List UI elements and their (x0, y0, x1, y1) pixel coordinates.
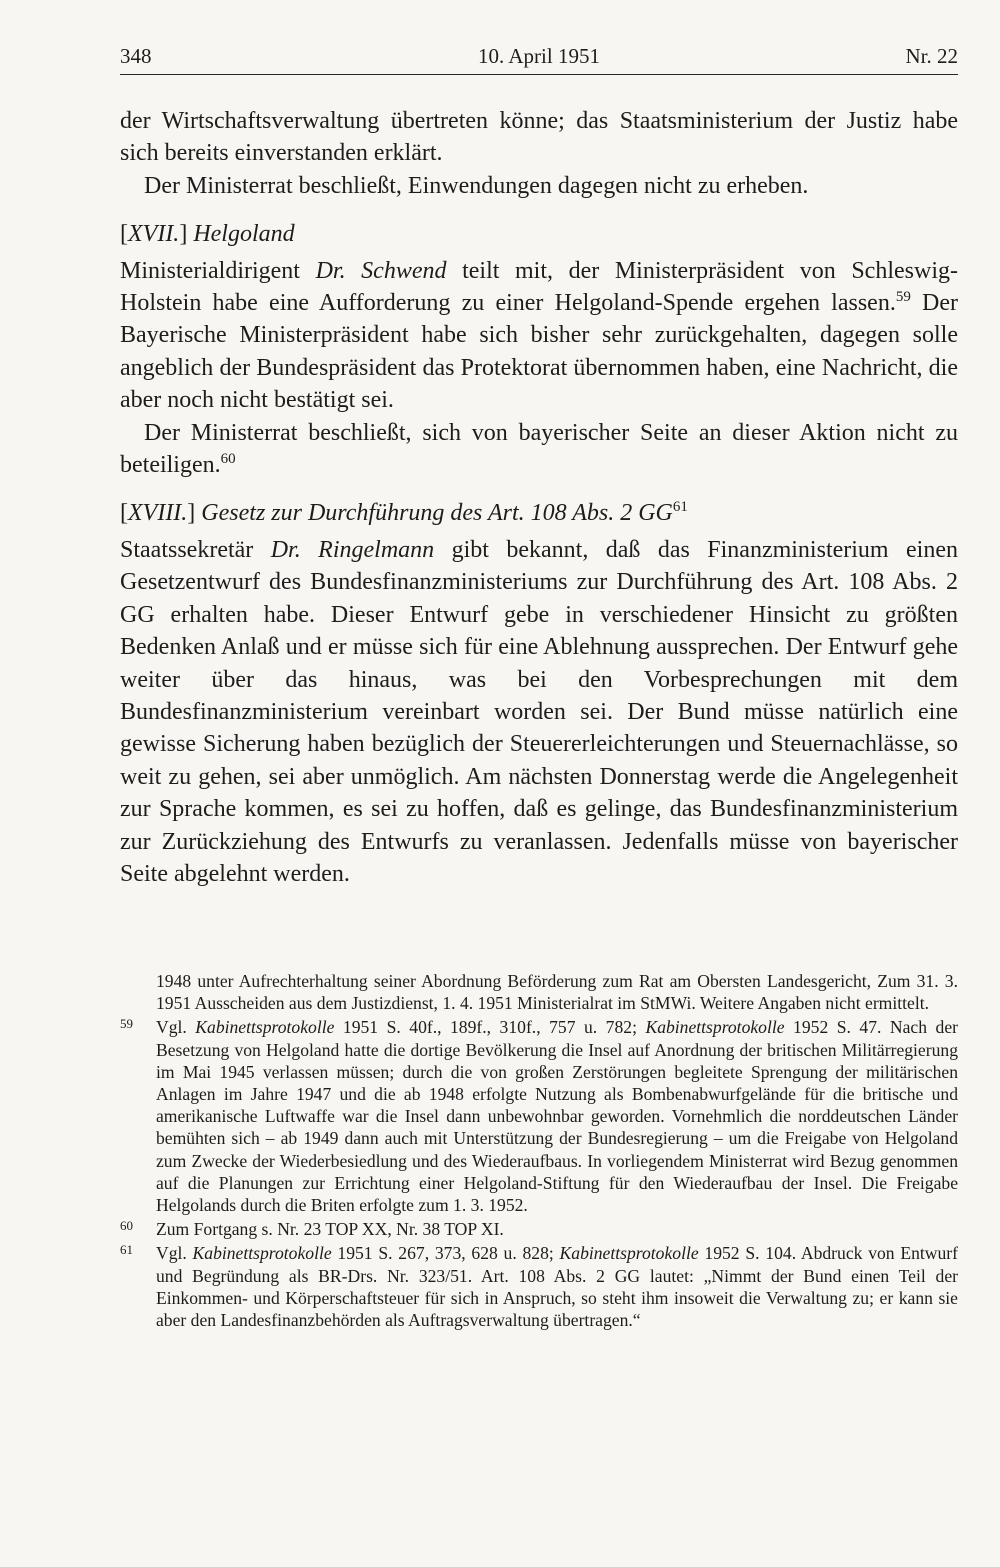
footnote-number: 61 (120, 1242, 133, 1258)
source-title: Kabinettsprotokolle (645, 1017, 785, 1038)
footnote-59 (120, 1016, 958, 1216)
bracket-open: [ (120, 221, 128, 248)
footnote-60 (120, 1218, 958, 1240)
paragraph (120, 170, 958, 202)
bracket-open: [ (120, 500, 128, 527)
paragraph-text: der Wirtschaftsverwaltung übertreten könne; das Staatsministerium der Justiz habe sich bereits einverstanden erklärt. (120, 108, 958, 167)
footnotes (120, 970, 958, 1333)
main-text (120, 105, 958, 890)
footnote-number: 59 (120, 1016, 133, 1032)
page (120, 40, 958, 890)
source-title: Kabinettsprotokolle (195, 1017, 335, 1038)
paragraph-text: Ministerialdirigent (120, 257, 316, 284)
bracket-close: ] (187, 500, 196, 527)
paragraph-text: Der Bayerische Ministerpräsident habe sich bisher sehr zurückgehalten, dagegen solle angeblich der Bundespräsident das Protektorat übernommen haben, eine Nachricht, die aber noch nicht bestätigt sei. (120, 290, 959, 414)
section-title: Gesetz zur Durchführung des Art. 108 Abs. 2 GG (195, 500, 673, 527)
paragraph (120, 105, 958, 170)
person-name: Dr. Ringelmann (270, 536, 435, 563)
footnote-text: Zum Fortgang s. Nr. 23 TOP XX, Nr. 38 TOP XI. (156, 1219, 504, 1240)
section-heading-xvii (120, 218, 958, 250)
footnote-continuation: 1948 unter Aufrechterhaltung seiner Abordnung Beförderung zum Rat am Obersten Landesgericht, Zum 31. 3. 1951 Ausscheiden aus dem Justizdienst, 1. 4. 1951 Ministerialrat im StMWi. Weitere Angaben nicht ermittelt. (156, 971, 958, 1014)
header-date: 10. April 1951 (478, 44, 600, 68)
page-number: 348 (120, 44, 152, 68)
paragraph-text: Der Ministerrat beschließt, Einwendungen dagegen nicht zu erheben. (144, 172, 809, 199)
footnote-text: Vgl. (156, 1017, 196, 1038)
paragraph-text: Staatssekretär (120, 536, 271, 563)
footnote-text: Vgl. (156, 1243, 193, 1264)
footnote-61 (120, 1242, 958, 1331)
bracket-close: ] (179, 221, 188, 248)
footnote-text: 1952 S. 104. Abdruck von Entwurf und Begründung als BR-Drs. Nr. 323/51. Art. 108 Abs. 2 GG lautet: „Nimmt der Bund einen Teil der Einkommen- und Körperschaftsteuer für sich in Anspruch, so steht ihm insoweit die Verwaltung zu; er kann sie aber den Landesfinanzbehörden als Auftragsverwaltung übertragen.“ (156, 1243, 958, 1331)
paragraph (120, 255, 958, 417)
section-title: Helgoland (187, 221, 295, 248)
person-name: Dr. Schwend (315, 257, 447, 284)
section-number: XVIII. (128, 500, 188, 527)
footnote-ref[interactable]: 59 (895, 289, 911, 306)
footnote-ref[interactable]: 60 (220, 451, 236, 468)
footnote-text: 1951 S. 40f., 189f., 310f., 757 u. 782; (334, 1017, 646, 1038)
paragraph-text: Der Ministerrat beschließt, sich von bayerischer Seite an dieser Aktion nicht zu beteiligen. (120, 419, 958, 479)
section-number: XVII. (128, 221, 180, 248)
footnote-text: 1952 S. 47. Nach der Besetzung von Helgoland hatte die dortige Bevölkerung die Insel auf Anordnung der britischen Militärregierung im Mai 1945 verlassen müssen; durch die von großen Zerstörungen begleitete Sprengung der militärischen Anlagen im Jahre 1947 und die ab 1948 erfolgte Nutzung als Bombenabwurfgelände für die britische und amerikanische Luftwaffe war die Insel dann unbewohnbar geworden. Vornehmlich die norddeutschen Länder bemühten sich – ab 1949 dann auch mit Unterstützung der Bundesregierung – um die Freigabe von Helgoland zum Zwecke der Wiederbesiedlung und des Wiederaufbaus. In vorliegendem Ministerrat wird Bezug genommen auf die Planungen zur Errichtung einer Helgoland-Stiftung für den Wiederaufbau der Insel. Die Freigabe Helgolands durch die Briten erfolgte zum 1. 3. 1952. (156, 1017, 958, 1216)
document-number: Nr. 22 (905, 44, 958, 68)
paragraph (120, 534, 958, 890)
paragraph-text: teilt mit, der Ministerpräsident von Schleswig-Holstein habe eine Aufforderung zu einer Helgoland-Spende ergehen lassen. (120, 257, 958, 317)
running-header (120, 40, 958, 75)
footnote-ref[interactable]: 61 (672, 499, 688, 516)
footnote-number: 60 (120, 1218, 133, 1234)
source-title: Kabinettsprotokolle (192, 1243, 332, 1264)
source-title: Kabinettsprotokolle (559, 1243, 699, 1264)
paragraph-text: gibt bekannt, daß das Finanzministerium einen Gesetzentwurf des Bundesfinanzministeriums zur Durchführung des Art. 108 Abs. 2 GG erhalten habe. Dieser Entwurf gebe in verschiedener Hinsicht zu größten Bedenken Anlaß und er müsse sich für eine Ablehnung aussprechen. Der Entwurf gehe weiter über das hinaus, was bei den Vorbesprechungen mit dem Bundesfinanzministerium vereinbart worden sei. Der Bund müsse natürlich eine gewisse Sicherung haben bezüglich der Steuererleichterungen und Steuernachlässe, so weit zu gehen, sei aber unmöglich. Am nächsten Donnerstag werde die Angelegenheit zur Sprache kommen, es sei zu hoffen, daß es gelinge, das Bundesfinanzministerium zur Zurückziehung des Entwurfs zu veranlassen. Jedenfalls müsse von bayerischer Seite abgelehnt werden. (120, 536, 958, 887)
footnote-text: 1951 S. 267, 373, 628 u. 828; (331, 1243, 560, 1264)
section-heading-xviii (120, 497, 958, 529)
paragraph (120, 417, 958, 482)
